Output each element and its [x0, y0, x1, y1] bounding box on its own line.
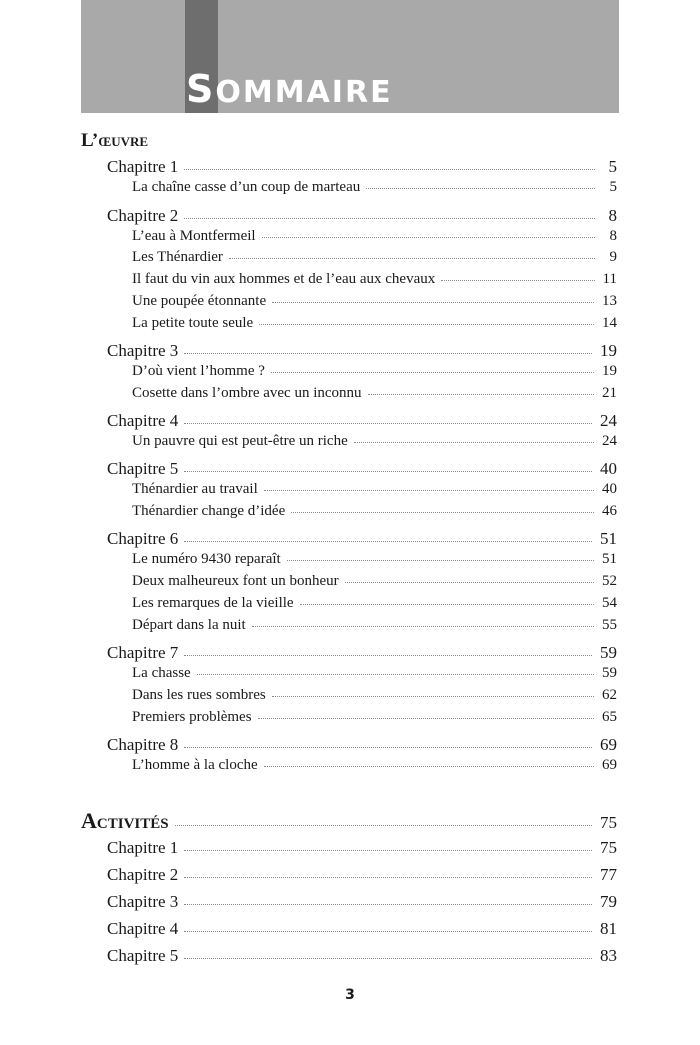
section-heading-oeuvre: L’œuvre [81, 130, 149, 151]
toc-leader-dots [368, 393, 594, 395]
toc-entry-label: Une poupée étonnante [132, 293, 267, 309]
toc-entry-section[interactable] [132, 272, 617, 287]
toc-entry-page: 75 [600, 838, 617, 857]
toc-entry-page: 24 [600, 411, 617, 430]
section-heading-activites[interactable] [81, 810, 617, 832]
toc-entry-page: 21 [602, 385, 617, 401]
toc-entry-section[interactable] [132, 666, 617, 681]
toc-entry-page: 19 [602, 363, 617, 379]
toc-entry-page: 14 [602, 315, 617, 331]
toc-entry-chapter[interactable] [107, 158, 617, 175]
toc-entry-page: 46 [602, 503, 617, 519]
toc-entry-chapter[interactable] [107, 412, 617, 429]
toc-entry-page: 5 [608, 157, 617, 176]
toc-leader-dots [264, 489, 594, 491]
toc-entry-label: Chapitre 5 [107, 459, 179, 478]
toc-entry-page: 8 [608, 206, 617, 225]
toc-entry-page: 8 [609, 228, 617, 244]
page-title [186, 67, 393, 111]
toc-leader-dots [184, 849, 592, 851]
toc-leader-dots [262, 236, 595, 238]
toc-entry-label: Cosette dans l’ombre avec un inconnu [132, 385, 362, 401]
toc-entry-chapter[interactable] [107, 207, 617, 224]
toc-entry-section[interactable] [132, 574, 617, 589]
toc-leader-dots [184, 930, 592, 932]
toc-leader-dots [271, 371, 594, 373]
toc-leader-dots [175, 824, 592, 826]
toc-leader-dots [300, 603, 594, 605]
toc-entry-label: L’eau à Montfermeil [132, 228, 256, 244]
toc-leader-dots [184, 540, 592, 542]
toc-entry-label: Chapitre 3 [107, 892, 179, 911]
toc-entry-page: 83 [600, 946, 617, 965]
toc-leader-dots [272, 695, 594, 697]
toc-entry-label: Premiers problèmes [132, 709, 252, 725]
toc-entry-section[interactable] [132, 758, 617, 773]
toc-leader-dots [229, 257, 595, 259]
toc-entry-section[interactable] [132, 596, 617, 611]
toc-entry-label: Départ dans la nuit [132, 617, 246, 633]
toc-entry-page: 62 [602, 687, 617, 703]
toc-leader-dots [366, 187, 595, 189]
toc-entry-section[interactable] [132, 364, 617, 379]
toc-leader-dots [184, 422, 592, 424]
toc-entry-page: 9 [609, 249, 617, 265]
toc-entry-section[interactable] [132, 294, 617, 309]
toc-entry-label: La chasse [132, 665, 191, 681]
toc-entry-page: 52 [602, 573, 617, 589]
toc-entry-label: Chapitre 1 [107, 838, 179, 857]
toc-entry-section[interactable] [132, 618, 617, 633]
toc-entry-chapter[interactable] [107, 644, 617, 661]
toc-entry-page: 81 [600, 919, 617, 938]
toc-entry-label: L’homme à la cloche [132, 757, 258, 773]
toc-entry-page: 40 [600, 459, 617, 478]
toc-entry-label: La chaîne casse d’un coup de marteau [132, 179, 361, 195]
toc-leader-dots [184, 352, 592, 354]
toc-entry-page: 55 [602, 617, 617, 633]
toc-entry-label: D’où vient l’homme ? [132, 363, 265, 379]
toc-entry-chapter[interactable] [107, 866, 617, 883]
toc-entry-label: Il faut du vin aux hommes et de l’eau aux chevaux [132, 271, 436, 287]
toc-leader-dots [345, 581, 594, 583]
toc-entry-section[interactable] [132, 710, 617, 725]
toc-entry-section[interactable] [132, 250, 617, 265]
toc-entry-page: 11 [602, 271, 617, 287]
toc-entry-page: 69 [602, 757, 617, 773]
toc-entry-chapter[interactable] [107, 530, 617, 547]
page-title-initial: S [186, 67, 216, 111]
toc-entry-chapter[interactable] [107, 893, 617, 910]
toc-entry-section[interactable] [132, 434, 617, 449]
toc-leader-dots [184, 876, 592, 878]
toc-leader-dots [184, 903, 592, 905]
toc-entry-label: Le numéro 9430 reparaît [132, 551, 281, 567]
toc-entry-section[interactable] [132, 688, 617, 703]
toc-entry-chapter[interactable] [107, 920, 617, 937]
toc-entry-label: Chapitre 8 [107, 735, 179, 754]
toc-entry-page: 69 [600, 735, 617, 754]
toc-leader-dots [184, 957, 592, 959]
toc-entry-label: Chapitre 3 [107, 341, 179, 360]
toc-leader-dots [197, 673, 594, 675]
toc-entry-label: La petite toute seule [132, 315, 254, 331]
toc-entry-label: Chapitre 7 [107, 643, 179, 662]
toc-entry-label: Thénardier change d’idée [132, 503, 286, 519]
toc-leader-dots [258, 717, 594, 719]
toc-entry-page: 79 [600, 892, 617, 911]
toc-leader-dots [184, 746, 592, 748]
toc-leader-dots [184, 168, 595, 170]
toc-entry-chapter[interactable] [107, 342, 617, 359]
toc-entry-chapter[interactable] [107, 460, 617, 477]
toc-entry-label: Les Thénardier [132, 249, 223, 265]
toc-leader-dots [287, 559, 594, 561]
toc-leader-dots [291, 511, 594, 513]
toc-leader-dots [272, 301, 594, 303]
page-number: 3 [345, 987, 355, 1003]
toc-entry-page: 40 [602, 481, 617, 497]
toc-section-label: Activités [81, 808, 169, 833]
toc-entry-label: Chapitre 4 [107, 411, 179, 430]
toc-entry-section[interactable] [132, 552, 617, 567]
toc-entry-page: 51 [600, 529, 617, 548]
toc-leader-dots [259, 323, 594, 325]
toc-entry-label: Chapitre 5 [107, 946, 179, 965]
toc-leader-dots [184, 654, 592, 656]
toc-entry-section[interactable] [132, 482, 617, 497]
toc-leader-dots [264, 765, 594, 767]
toc-entry-label: Chapitre 6 [107, 529, 179, 548]
toc-entry-chapter[interactable] [107, 947, 617, 964]
toc-entry-page: 13 [602, 293, 617, 309]
toc-entry-chapter[interactable] [107, 736, 617, 753]
toc-entry-page: 54 [602, 595, 617, 611]
toc-entry-label: Chapitre 2 [107, 206, 179, 225]
toc-entry-label: Chapitre 1 [107, 157, 179, 176]
toc-leader-dots [354, 441, 594, 443]
toc-entry-page: 75 [600, 813, 617, 832]
toc-entry-page: 59 [602, 665, 617, 681]
toc-entry-page: 24 [602, 433, 617, 449]
toc-entry-label: Chapitre 4 [107, 919, 179, 938]
toc-entry-label: Un pauvre qui est peut-être un riche [132, 433, 348, 449]
toc-entry-label: Thénardier au travail [132, 481, 258, 497]
toc-entry-label: Chapitre 2 [107, 865, 179, 884]
toc-entry-section[interactable] [132, 229, 617, 244]
toc-entry-section[interactable] [132, 386, 617, 401]
toc-leader-dots [184, 470, 592, 472]
toc-entry-page: 77 [600, 865, 617, 884]
toc-entry-page: 65 [602, 709, 617, 725]
toc-entry-section[interactable] [132, 316, 617, 331]
toc-leader-dots [252, 625, 594, 627]
toc-entry-chapter[interactable] [107, 839, 617, 856]
page-title-rest: OMMAIRE [215, 75, 393, 110]
toc-entry-label: Deux malheureux font un bonheur [132, 573, 339, 589]
toc-entry-label: Dans les rues sombres [132, 687, 266, 703]
toc-leader-dots [441, 279, 594, 281]
toc-entry-page: 5 [609, 179, 617, 195]
toc-entry-page: 51 [602, 551, 617, 567]
toc-entry-page: 59 [600, 643, 617, 662]
toc-entry-section[interactable] [132, 504, 617, 519]
toc-entry-label: Les remarques de la vieille [132, 595, 294, 611]
toc-leader-dots [184, 217, 595, 219]
toc-entry-section[interactable] [132, 180, 617, 195]
toc-entry-page: 19 [600, 341, 617, 360]
